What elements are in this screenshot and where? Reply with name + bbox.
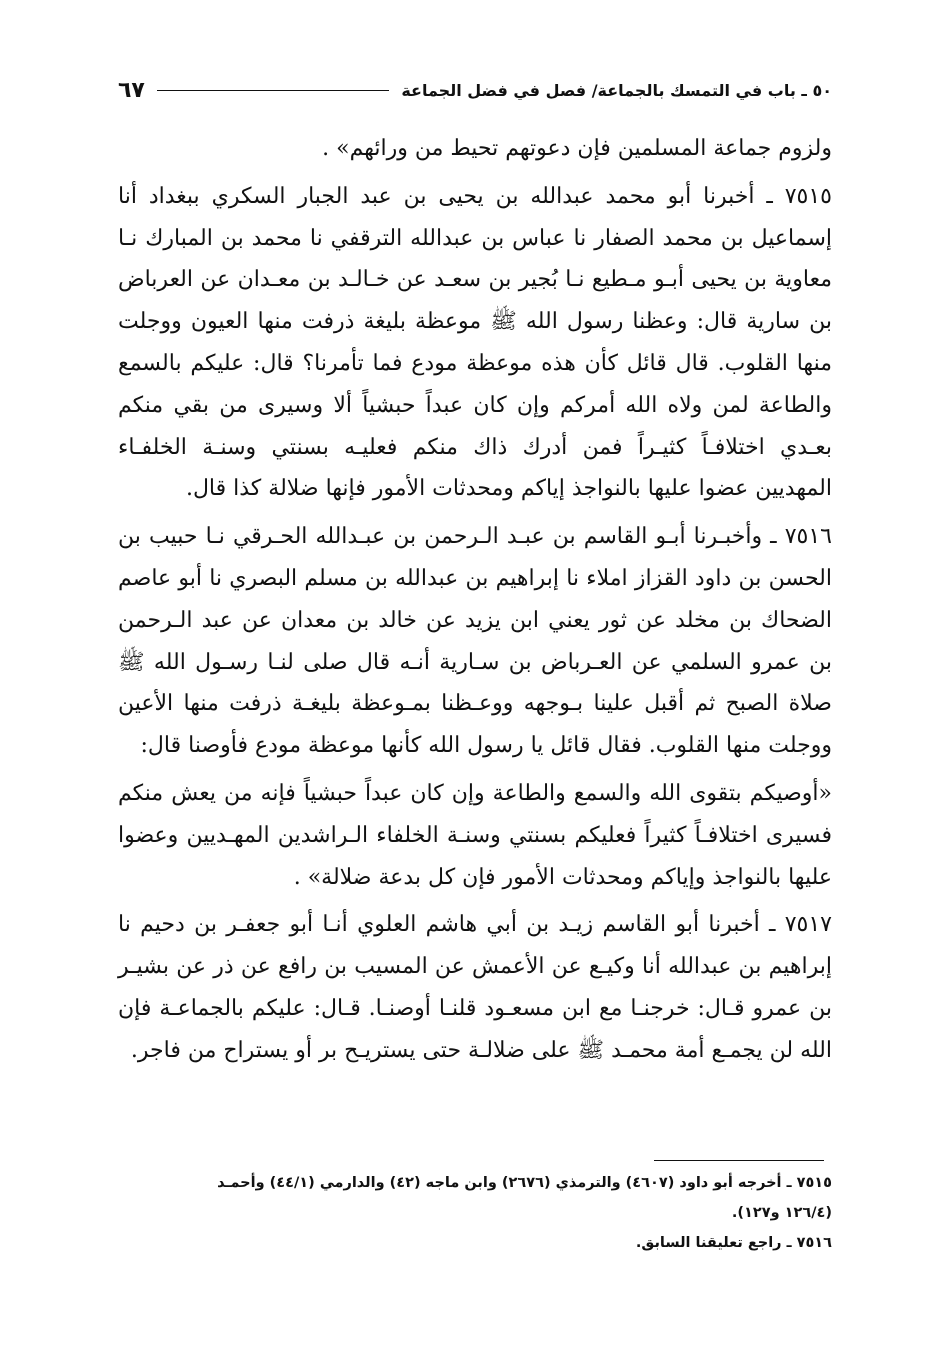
header-rule [157,90,389,91]
footnote-separator [654,1160,824,1161]
footnotes [118,1168,832,1258]
running-title: ٥٠ ـ باب في التمسك بالجماعة/ فصل في فضل الجماعة [401,80,832,100]
footnote-7515-line1: ٧٥١٥ ـ أخرجه أبو داود (٤٦٠٧) والترمذي (٢٦٧٦) وابن ماجه (٤٢) والدارمي (٤٤/١) وأحمـد [217,1175,832,1191]
paragraph-quotation: «أوصيكم بتقوى الله والسمع والطاعة وإن كان عبداً حبشياً فإنه من يعش منكم فسيرى اختلافـاً كثيراً فعليكم بسنتي وسنـة الخلفاء الـراشدين المهـديين وعضوا عليها بالنواجذ وإياكم ومحدثات الأمور فإن كل بدعة ضلالة» . [118,780,832,890]
running-header [118,70,832,110]
paragraph-hadith-7517: ٧٥١٧ ـ أخبرنا أبو القاسم زيـد بن أبي هاشم العلوي أنـا أبو جعفـر بن دحيم نا إبراهيم بن عبدالله أنا وكيـع عن الأعمش عن المسيب بن رافع عن ذر عن بشيـر بن عمرو قـال: خرجنـا مع ابن مسعـود قلنـا أوصنـا. قـال: عليكم بالجماعـة فإن الله لن يجمـع أمة محمـد ﷺ على ضلالـة حتى يستريـح بر أو يستراح من فاجر. [118,912,832,1063]
paragraph-hadith-7516: ٧٥١٦ ـ وأخبـرنا أبـو القاسم بن عبـد الـرحمن بن عبـدالله الحـرقي نـا حبيب بن الحسن بن داود القزاز املاء نا إبراهيم بن عبدالله بن مسلم البصري نا أبو عاصم الضحاك بن مخلد عن ثور يعني ابن يزيد عن خالد بن معدان عن عبد الـرحمن بن عمرو السلمي عن العـرباض بن سـارية أنـه قال صلى لنـا رسـول الله ﷺ صلاة الصبح ثم أقبل علينا بـوجهه ووعـظنا بمـوعظة بليغـة ذرفت منها الأعين ووجلت منها القلوب. فقال قائل يا رسول الله كأنها موعظة مودع فأوصنا قال: [118,524,832,759]
footnote-7516: ٧٥١٦ ـ راجع تعليقنا السابق. [635,1235,832,1251]
page-number: ٦٧ [118,77,145,103]
footnote-7515-line2: (١٢٦/٤ و١٢٧). [731,1205,832,1221]
body-text [118,128,832,1072]
paragraph-continuation: ولزوم جماعة المسلمين فإن دعوتهم تحيط من ورائهم» . [322,136,832,161]
paragraph-hadith-7515: ٧٥١٥ ـ أخبرنا أبو محمد عبدالله بن يحيى بن عبد الجبار السكري ببغداد أنا إسماعيل بن محمد الصفار نا عباس بن عبدالله الترقفي نا محمد بن المبارك نـا معاوية بن يحيى أبـو مـطيع نـا بُجير بن سعـد عن خـالـد بن معـدان عن العرباض بن سارية قال: وعظنا رسول الله ﷺ موعظة بليغة ذرفت منها العيون ووجلت منها القلوب. قال قائل كأن هذه موعظة مودع فما تأمرنا؟ قال: عليكم بالسمع والطاعة لمن ولاه الله أمركم وإن كان عبداً حبشياً ألا وسيرى من بقي منكم بعـدي اختلافـاً كثيـراً فمن أدرك ذاك منكم فعليـه بسنتي وسنـة الخلفـاء المهديين عضوا عليها بالنواجذ إياكم ومحدثات الأمور فإنها ضلالة كذا قال. [118,183,832,502]
